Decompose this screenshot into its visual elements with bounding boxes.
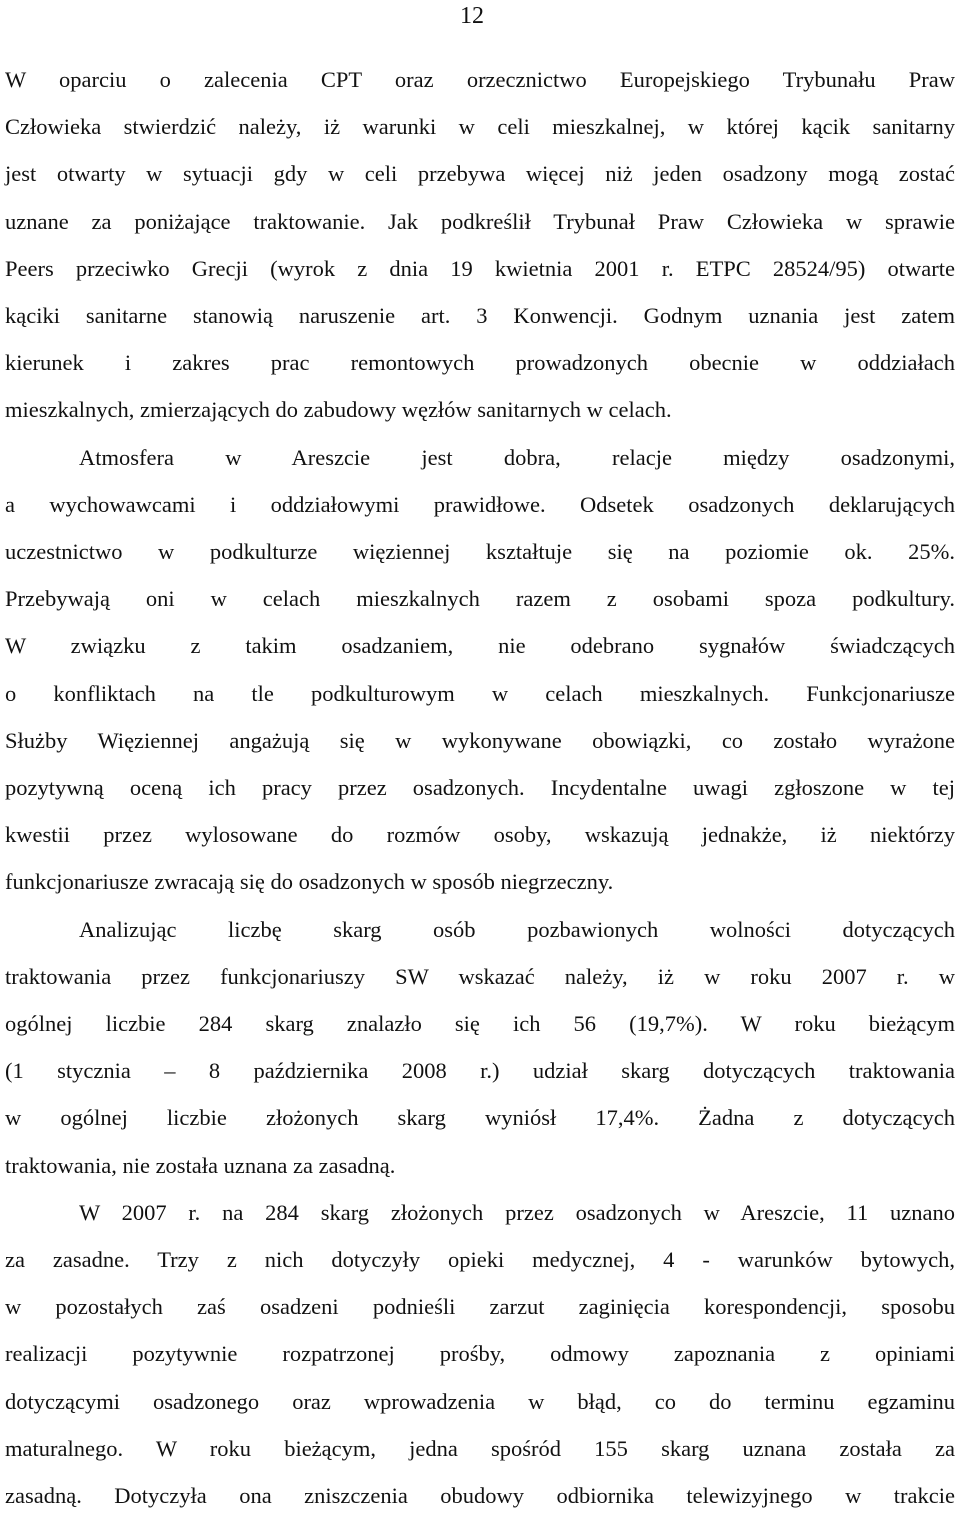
text-line: W oparciu o zalecenia CPT oraz orzecznictwo Europejskiego Trybunału Praw <box>5 67 955 92</box>
text-line: traktowania przez funkcjonariuszy SW wskazać należy, iż w roku 2007 r. w <box>5 963 955 989</box>
text-line: pozytywną oceną ich pracy przez osadzonych. Incydentalne uwagi zgłoszone w tej <box>5 775 955 801</box>
paragraph <box>5 56 955 434</box>
paragraph <box>5 434 955 906</box>
text-line: ogólnej liczbie 284 skarg znalazło się ich 56 (19,7%). W roku bieżącym <box>5 1011 955 1037</box>
paragraph <box>5 1189 955 1519</box>
text-line: o konfliktach na tle podkulturowym w celach mieszkalnych. Funkcjonariusze <box>5 680 955 706</box>
text-line: a wychowawcami i oddziałowymi prawidłowe. Odsetek osadzonych deklarujących <box>5 491 955 517</box>
text-line: (1 stycznia – 8 października 2008 r.) udział skarg dotyczących traktowania <box>5 1058 955 1084</box>
text-line: Atmosfera w Areszcie jest dobra, relacje między osadzonymi, <box>79 444 955 470</box>
page-number: 12 <box>460 3 484 29</box>
text-line: kąciki sanitarne stanowią naruszenie art. 3 Konwencji. Godnym uznania jest zatem <box>5 303 955 329</box>
text-line: uznane za poniżające traktowanie. Jak podkreślił Trybunał Praw Człowieka w sprawie <box>5 208 955 234</box>
text-line: jest otwarty w sytuacji gdy w celi przebywa więcej niż jeden osadzony mogą zostać <box>5 161 955 187</box>
text-line: kwestii przez wylosowane do rozmów osoby, wskazują jednakże, iż niektórzy <box>5 822 955 848</box>
text-line: funkcjonariusze zwracają się do osadzonych w sposób niegrzeczny. <box>5 869 614 895</box>
text-line: kierunek i zakres prac remontowych prowadzonych obecnie w oddziałach <box>5 350 955 376</box>
body-text <box>5 56 955 1519</box>
text-line: W 2007 r. na 284 skarg złożonych przez osadzonych w Areszcie, 11 uznano <box>79 1199 955 1225</box>
text-line: W związku z takim osadzaniem, nie odebrano sygnałów świadczących <box>5 633 955 659</box>
text-line: traktowania, nie została uznana za zasadną. <box>5 1152 396 1178</box>
text-line: za zasadne. Trzy z nich dotyczyły opieki medycznej, 4 - warunków bytowych, <box>5 1247 955 1273</box>
text-line: maturalnego. W roku bieżącym, jedna spośród 155 skarg uznana została za <box>5 1435 955 1461</box>
paragraph <box>5 906 955 1189</box>
text-line: zasadną. Dotyczyła ona zniszczenia obudowy odbiornika telewizyjnego w trakcie <box>5 1483 955 1509</box>
text-line: Analizując liczbę skarg osób pozbawionych wolności dotyczących <box>79 916 955 942</box>
text-line: Peers przeciwko Grecji (wyrok z dnia 19 kwietnia 2001 r. ETPC 28524/95) otwarte <box>5 255 955 281</box>
text-line: realizacji pozytywnie rozpatrzonej prośby, odmowy zapoznania z opiniami <box>5 1341 955 1367</box>
text-line: w ogólnej liczbie złożonych skarg wyniósł 17,4%. Żadna z dotyczących <box>5 1105 955 1131</box>
text-line: mieszkalnych, zmierzających do zabudowy węzłów sanitarnych w celach. <box>5 397 672 423</box>
text-line: Człowieka stwierdzić należy, iż warunki w celi mieszkalnej, w której kącik sanitarny <box>5 114 955 140</box>
text-line: w pozostałych zaś osadzeni podnieśli zarzut zaginięcia korespondencji, sposobu <box>5 1294 955 1320</box>
text-line: Służby Więziennej angażują się w wykonywane obowiązki, co zostało wyrażone <box>5 727 955 753</box>
text-line: Przebywają oni w celach mieszkalnych razem z osobami spoza podkultury. <box>5 586 955 612</box>
text-line: uczestnictwo w podkulturze więziennej kształtuje się na poziomie ok. 25%. <box>5 539 955 565</box>
text-line: dotyczącymi osadzonego oraz wprowadzenia w błąd, co do terminu egzaminu <box>5 1388 955 1414</box>
